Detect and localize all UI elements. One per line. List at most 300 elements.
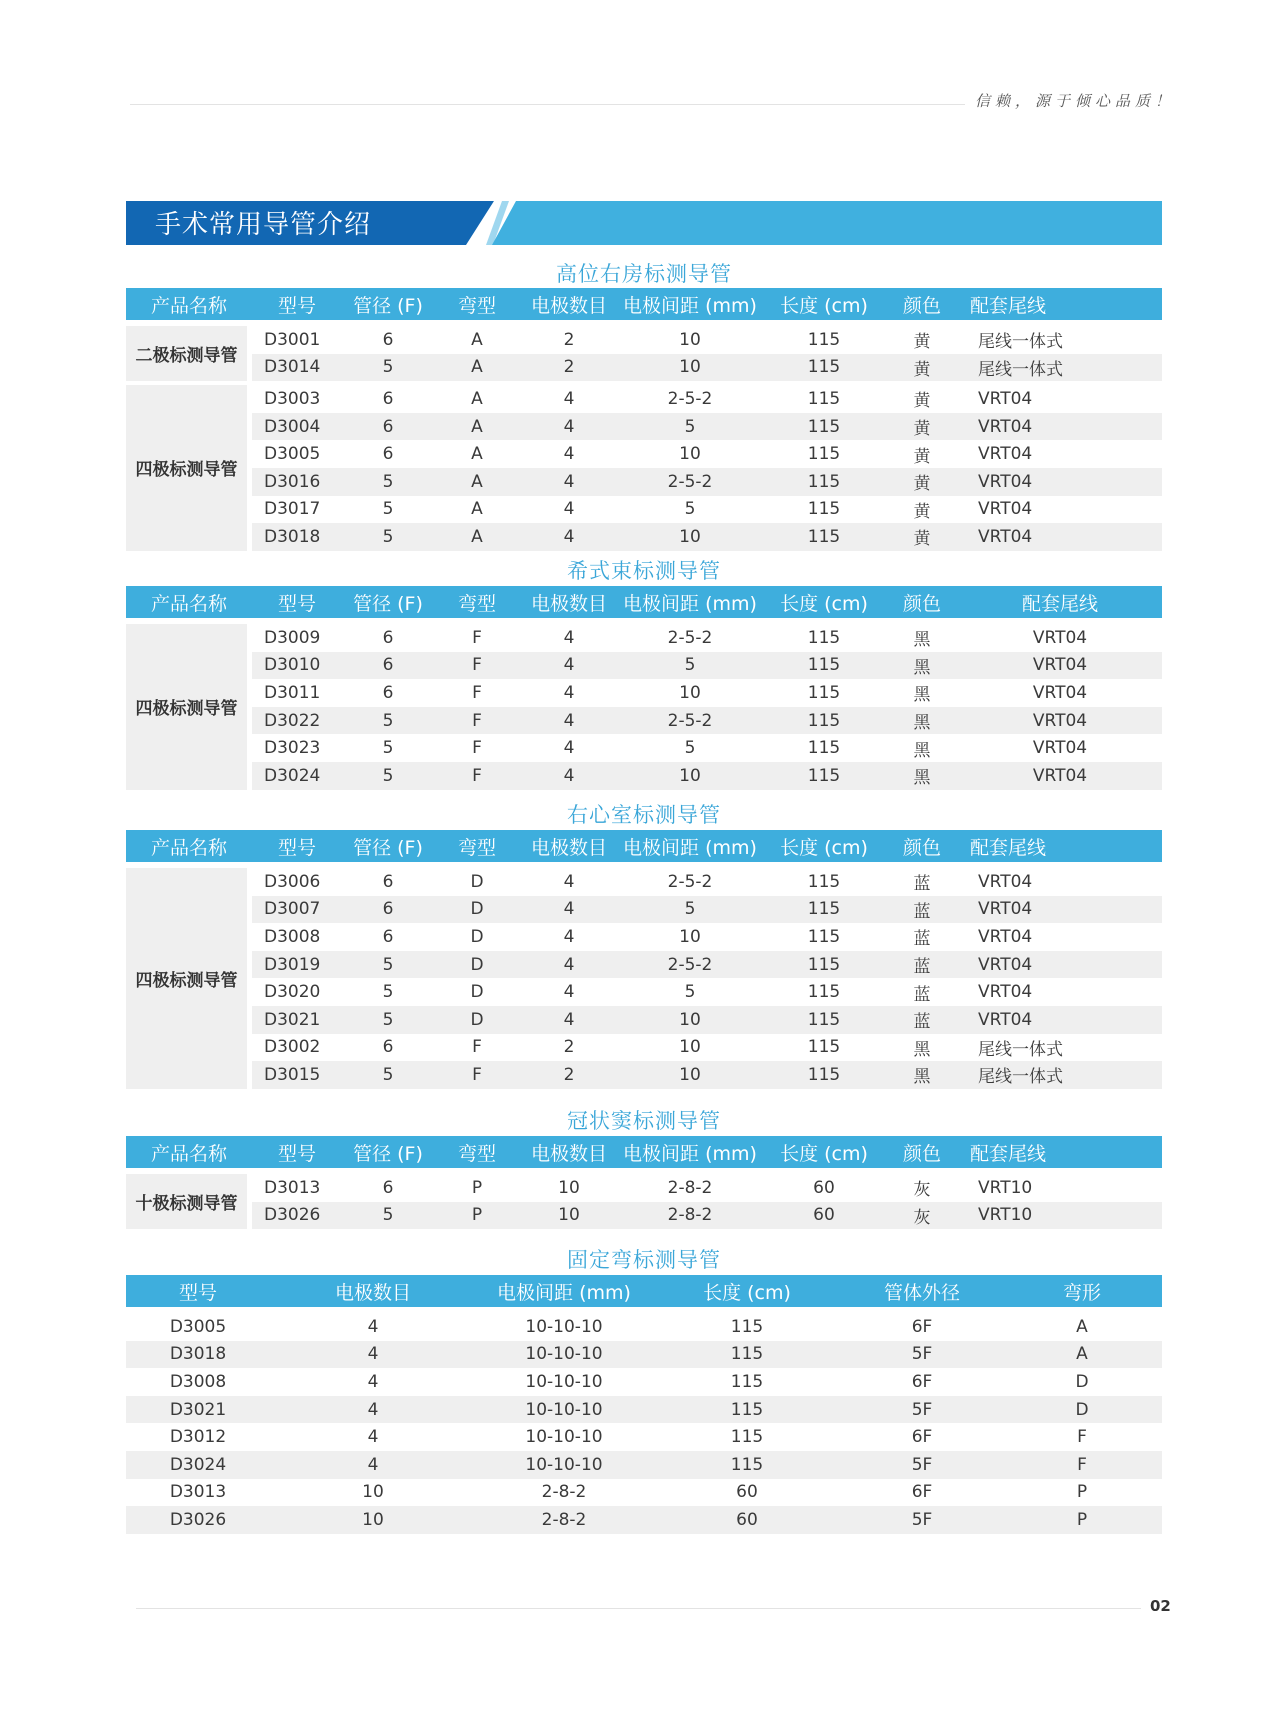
table-cell: 2-5-2 (667, 627, 713, 648)
table-cell: 115 (807, 627, 841, 648)
column-header: 弯型 (434, 288, 520, 320)
table-cell: F (1077, 1427, 1087, 1448)
table-cell: 灰 (886, 1202, 958, 1230)
table-cell: 115 (652, 1451, 842, 1479)
table-cell: 115 (652, 1396, 842, 1424)
product-name-cell: 十极标测导管 (126, 1174, 252, 1229)
table-cell: A (471, 499, 483, 520)
table-cell: D3005 (169, 1316, 227, 1337)
table-cell: P (471, 1177, 483, 1198)
table-cell: A (471, 444, 483, 465)
table-row (126, 1174, 1162, 1202)
table-cell: 115 (807, 682, 841, 703)
table-row (126, 734, 1162, 762)
table-cell: 115 (807, 871, 841, 892)
table-cell: 5 (618, 652, 762, 680)
table-cell: 5 (342, 1061, 434, 1089)
table-cell: 蓝 (913, 874, 931, 895)
table-header-row (126, 830, 1162, 862)
table-cell: 115 (807, 926, 841, 947)
section-title-cs: 冠状窦标测导管 (567, 1109, 721, 1133)
column-header: 弯型 (434, 830, 520, 862)
table-cell: 2 (563, 1037, 575, 1058)
table-row (126, 1451, 1162, 1479)
table-cell: 黑 (886, 652, 958, 680)
table-cell: 6F (911, 1482, 933, 1503)
table-row (126, 624, 1162, 652)
table-row (126, 1034, 1162, 1062)
table-cell: 黑 (913, 1039, 931, 1060)
table-cell: 10 (679, 329, 701, 350)
table-cell: F (1002, 1451, 1162, 1479)
table-cell: D3018 (126, 1341, 270, 1369)
table-cell: 6F (911, 1316, 933, 1337)
table-cell: 4 (520, 951, 618, 979)
table-cell: D3024 (126, 1451, 270, 1479)
table-cell: D3006 (264, 871, 321, 892)
table-cell: 4 (270, 1451, 476, 1479)
table-cell: 4 (520, 896, 618, 924)
table-cell: 115 (762, 707, 886, 735)
column-header: 颜色 (886, 288, 958, 320)
table-cell: 10-10-10 (476, 1451, 652, 1479)
table-cell: D3021 (252, 1006, 342, 1034)
table-cell: 6 (382, 682, 394, 703)
table-cell: 115 (762, 468, 886, 496)
table-header-row (126, 586, 1162, 618)
table-cell: 尾线一体式 (978, 1039, 1063, 1060)
column-header: 弯型 (434, 1136, 520, 1168)
table-cell: 5F (842, 1341, 1002, 1369)
table-row (126, 1202, 1162, 1230)
table-cell: F (472, 738, 482, 759)
table-cell: VRT04 (1032, 627, 1088, 648)
table-cell: A (434, 354, 520, 382)
column-header: 颜色 (886, 1136, 958, 1168)
table-row (126, 1061, 1162, 1089)
table-cell: D3003 (252, 381, 342, 413)
table-cell: 黄 (886, 468, 958, 496)
table-row (126, 1423, 1162, 1451)
column-header: 型号 (252, 1136, 342, 1168)
table-cell: 5 (618, 896, 762, 924)
table-cell: 2-5-2 (618, 468, 762, 496)
table-cell: D (470, 926, 484, 947)
table-cell: 4 (563, 738, 575, 759)
table-cell: 2 (520, 1061, 618, 1089)
table-cell: 6 (382, 444, 394, 465)
table-cell: 115 (807, 982, 841, 1003)
table-cell: 115 (652, 1341, 842, 1369)
column-header: 配套尾线 (958, 288, 1162, 320)
table-cell: 115 (730, 1371, 764, 1392)
section-title-fixed: 固定弯标测导管 (567, 1248, 721, 1272)
table-cell: 115 (762, 762, 886, 790)
table-cell: 6F (911, 1427, 933, 1448)
table-cell: 10 (618, 762, 762, 790)
table-cell: D3018 (252, 523, 342, 551)
table-cell: D3020 (264, 982, 321, 1003)
product-name-cell: 四极标测导管 (126, 381, 252, 551)
table-cell: 10-10-10 (525, 1427, 603, 1448)
table-row (126, 951, 1162, 979)
table-cell: A (434, 468, 520, 496)
column-header: 长度 (cm) (762, 1136, 886, 1168)
column-header: 配套尾线 (958, 1136, 1162, 1168)
table-cell: VRT04 (958, 896, 1162, 924)
table-cell: 10 (618, 1006, 762, 1034)
table-header-row (126, 1136, 1162, 1168)
table-row (126, 868, 1162, 896)
table-cell: 2 (520, 354, 618, 382)
table-cell: 5F (842, 1396, 1002, 1424)
table-cell: 10 (270, 1506, 476, 1534)
table-cell: D3010 (252, 652, 342, 680)
table-cell: VRT10 (978, 1177, 1033, 1198)
table-header-row (126, 1275, 1162, 1307)
table-cell: 4 (520, 707, 618, 735)
table-cell: 2-5-2 (667, 871, 713, 892)
table-cell: VRT04 (958, 523, 1162, 551)
table-cell: 10 (362, 1482, 384, 1503)
table-cell: D (434, 1006, 520, 1034)
table-cell: 115 (730, 1427, 764, 1448)
table-cell: A (434, 523, 520, 551)
table-cell: 60 (736, 1482, 758, 1503)
table-cell: 5F (842, 1451, 1002, 1479)
table-row (126, 652, 1162, 680)
table-row (126, 707, 1162, 735)
table-cell: 蓝 (913, 984, 931, 1005)
product-name-cell: 四极标测导管 (126, 624, 252, 790)
table-cell: VRT04 (958, 951, 1162, 979)
table-cell: VRT04 (958, 762, 1162, 790)
table-cell: D3024 (252, 762, 342, 790)
table-cell: D3023 (264, 738, 321, 759)
table-cell: 2-5-2 (618, 381, 762, 413)
spec-table-hra (126, 288, 1162, 551)
table-cell: 2-8-2 (618, 1202, 762, 1230)
column-header: 配套尾线 (958, 586, 1162, 618)
table-cell: 10-10-10 (476, 1341, 652, 1369)
column-header: 型号 (252, 586, 342, 618)
table-cell: D3007 (252, 896, 342, 924)
table-cell: 5 (382, 982, 394, 1003)
table-cell: 2-8-2 (476, 1506, 652, 1534)
table-cell: F (472, 682, 482, 703)
table-cell: D3026 (252, 1202, 342, 1230)
table-cell: 黑 (913, 630, 931, 651)
column-header: 长度 (cm) (762, 830, 886, 862)
column-header: 管径 (F) (342, 586, 434, 618)
table-cell: 60 (813, 1177, 835, 1198)
table-cell: 4 (367, 1427, 379, 1448)
table-cell: 5 (618, 413, 762, 441)
table-cell: D3013 (264, 1177, 321, 1198)
table-cell: 2-5-2 (618, 951, 762, 979)
table-row (126, 523, 1162, 551)
table-cell: 115 (807, 329, 841, 350)
table-cell: D3019 (252, 951, 342, 979)
column-header: 电极数目 (520, 288, 618, 320)
table-cell: 115 (762, 413, 886, 441)
table-cell: 2 (563, 329, 575, 350)
table-cell: 60 (762, 1202, 886, 1230)
table-cell: D (434, 896, 520, 924)
table-cell: 黄 (886, 354, 958, 382)
table-cell: 115 (762, 354, 886, 382)
table-cell: 黄 (913, 501, 931, 522)
table-cell: D3016 (252, 468, 342, 496)
table-cell: VRT04 (958, 413, 1162, 441)
table-cell: 5 (342, 354, 434, 382)
table-cell: 黄 (886, 413, 958, 441)
table-cell: 4 (367, 1316, 379, 1337)
table-cell: F (434, 652, 520, 680)
table-cell: 5 (382, 738, 394, 759)
page-title: 手术常用导管介绍 (155, 210, 372, 240)
table-cell: P (1076, 1482, 1088, 1503)
table-cell: D3011 (264, 682, 321, 703)
column-header: 颜色 (886, 830, 958, 862)
table-row (126, 1313, 1162, 1341)
table-cell: VRT10 (958, 1202, 1162, 1230)
table-cell: 黑 (886, 707, 958, 735)
table-cell: 10 (679, 926, 701, 947)
table-cell: 10 (618, 354, 762, 382)
table-cell: D3012 (169, 1427, 227, 1448)
column-header: 型号 (252, 288, 342, 320)
spec-table-fixed (126, 1275, 1162, 1534)
table-cell: 黄 (913, 446, 931, 467)
table-cell: 10 (618, 523, 762, 551)
table-cell: 尾线一体式 (978, 332, 1063, 353)
table-cell: 10 (558, 1177, 580, 1198)
table-row (126, 440, 1162, 468)
table-cell: VRT04 (1032, 738, 1088, 759)
table-cell: 2-8-2 (541, 1482, 587, 1503)
table-cell: D3008 (264, 926, 321, 947)
table-cell: 黄 (913, 332, 931, 353)
table-cell: 5 (684, 982, 696, 1003)
table-row (126, 978, 1162, 1006)
table-cell: F (434, 707, 520, 735)
table-row (126, 1396, 1162, 1424)
table-cell: 蓝 (886, 1006, 958, 1034)
table-cell: 黑 (913, 685, 931, 706)
column-header: 产品名称 (126, 830, 252, 862)
column-header: 弯形 (1002, 1275, 1162, 1307)
table-cell: D3008 (169, 1371, 227, 1392)
column-header: 电极间距 (mm) (618, 586, 762, 618)
section-title-hra: 高位右房标测导管 (556, 262, 732, 286)
table-cell: 5 (342, 523, 434, 551)
table-cell: 黑 (913, 740, 931, 761)
table-cell: D (470, 871, 484, 892)
table-cell: VRT04 (978, 871, 1033, 892)
table-cell: 115 (762, 652, 886, 680)
table-cell: 4 (520, 381, 618, 413)
slogan: 信赖，源于倾心品质！ (975, 92, 1176, 110)
column-header: 产品名称 (126, 288, 252, 320)
column-header: 型号 (126, 1275, 270, 1307)
header-rule (130, 104, 965, 105)
table-cell: 黄 (886, 523, 958, 551)
table-cell: 10 (520, 1202, 618, 1230)
product-name-cell: 四极标测导管 (126, 868, 252, 1089)
table-row (126, 923, 1162, 951)
table-cell: 115 (730, 1316, 764, 1337)
table-cell: 5 (684, 499, 696, 520)
table-row (126, 679, 1162, 707)
table-cell: 4 (520, 523, 618, 551)
table-cell: 6 (342, 381, 434, 413)
column-header: 管径 (F) (342, 288, 434, 320)
column-header: 电极间距 (mm) (618, 830, 762, 862)
table-cell: 尾线一体式 (958, 1061, 1162, 1089)
section-title-rv: 右心室标测导管 (567, 803, 721, 827)
table-cell: 10 (679, 682, 701, 703)
table-cell: VRT04 (978, 444, 1033, 465)
table-cell: D3009 (264, 627, 321, 648)
table-cell: VRT04 (978, 499, 1033, 520)
table-cell: 蓝 (886, 951, 958, 979)
table-cell: 4 (520, 652, 618, 680)
column-header: 配套尾线 (958, 830, 1162, 862)
table-cell: 灰 (913, 1180, 931, 1201)
table-cell: 黄 (886, 381, 958, 413)
table-cell: F (434, 1061, 520, 1089)
table-cell: VRT04 (958, 707, 1162, 735)
table-cell: 4 (520, 762, 618, 790)
table-cell: F (472, 627, 482, 648)
table-cell: 115 (762, 951, 886, 979)
table-cell: 115 (762, 381, 886, 413)
table-cell: A (1002, 1341, 1162, 1369)
table-row (126, 1368, 1162, 1396)
section-title-his: 希式束标测导管 (567, 559, 721, 583)
table-cell: D (1002, 1396, 1162, 1424)
table-cell: 5 (684, 738, 696, 759)
table-cell: VRT04 (978, 926, 1033, 947)
table-cell: 5 (342, 1202, 434, 1230)
column-header: 弯型 (434, 586, 520, 618)
table-cell: 5 (382, 499, 394, 520)
table-cell: D3001 (264, 329, 321, 350)
table-cell: 6 (342, 652, 434, 680)
spec-table-rv (126, 830, 1162, 1089)
column-header: 电极数目 (520, 586, 618, 618)
table-cell: 4 (270, 1341, 476, 1369)
table-cell: 115 (762, 1006, 886, 1034)
table-cell: 115 (807, 738, 841, 759)
table-cell: P (1002, 1506, 1162, 1534)
table-row (126, 413, 1162, 441)
column-header: 产品名称 (126, 586, 252, 618)
table-cell: D3022 (252, 707, 342, 735)
table-cell: 6F (911, 1371, 933, 1392)
table-cell: D3005 (264, 444, 321, 465)
table-cell: 4 (563, 499, 575, 520)
column-header: 产品名称 (126, 1136, 252, 1168)
column-header: 型号 (252, 830, 342, 862)
table-cell: A (434, 413, 520, 441)
column-header: 长度 (cm) (762, 586, 886, 618)
table-row (126, 1006, 1162, 1034)
table-cell: 4 (520, 413, 618, 441)
table-cell: D3013 (169, 1482, 227, 1503)
table-cell: VRT04 (958, 1006, 1162, 1034)
table-cell: VRT04 (958, 468, 1162, 496)
table-cell: D3017 (264, 499, 321, 520)
table-cell: VRT04 (958, 652, 1162, 680)
table-cell: 5F (842, 1506, 1002, 1534)
table-cell: 5 (342, 951, 434, 979)
column-header: 颜色 (886, 586, 958, 618)
table-cell: 4 (520, 1006, 618, 1034)
table-cell: 4 (563, 926, 575, 947)
table-row (126, 1341, 1162, 1369)
product-name-cell: 二极标测导管 (126, 326, 252, 381)
table-cell: 10-10-10 (525, 1371, 603, 1392)
table-cell: F (434, 762, 520, 790)
table-cell: 尾线一体式 (958, 354, 1162, 382)
spec-table-cs (126, 1136, 1162, 1229)
table-cell: 115 (807, 1037, 841, 1058)
table-cell: 蓝 (913, 929, 931, 950)
table-cell: P (434, 1202, 520, 1230)
table-cell: 115 (807, 444, 841, 465)
column-header: 管径 (F) (342, 830, 434, 862)
table-cell: 10-10-10 (525, 1316, 603, 1337)
table-cell: 60 (652, 1506, 842, 1534)
column-header: 电极间距 (mm) (618, 1136, 762, 1168)
table-cell: 5 (342, 1006, 434, 1034)
table-cell: 5 (342, 468, 434, 496)
column-header: 长度 (cm) (762, 288, 886, 320)
table-cell: A (434, 381, 520, 413)
table-cell: 4 (563, 982, 575, 1003)
table-cell: 4 (367, 1371, 379, 1392)
table-cell: 4 (563, 444, 575, 465)
table-row (126, 468, 1162, 496)
table-row (126, 1506, 1162, 1534)
column-header: 管体外径 (842, 1275, 1002, 1307)
table-cell: A (1076, 1316, 1088, 1337)
table-cell: 黑 (886, 762, 958, 790)
table-cell: 6 (382, 329, 394, 350)
table-cell: 5 (342, 762, 434, 790)
table-cell: D3004 (252, 413, 342, 441)
table-cell: 6 (382, 1177, 394, 1198)
table-cell: 4 (520, 468, 618, 496)
table-cell: D (1075, 1371, 1089, 1392)
table-cell: 6 (382, 627, 394, 648)
table-cell: 10 (679, 444, 701, 465)
table-cell: A (471, 329, 483, 350)
table-row (126, 1479, 1162, 1507)
table-cell: 6 (382, 871, 394, 892)
table-cell: D3002 (264, 1037, 321, 1058)
table-row (126, 896, 1162, 924)
table-cell: 4 (563, 627, 575, 648)
table-cell: 6 (342, 896, 434, 924)
table-cell: F (472, 1037, 482, 1058)
table-row (126, 762, 1162, 790)
table-cell: 4 (270, 1396, 476, 1424)
spec-table-his (126, 586, 1162, 790)
column-header: 电极数目 (270, 1275, 476, 1307)
